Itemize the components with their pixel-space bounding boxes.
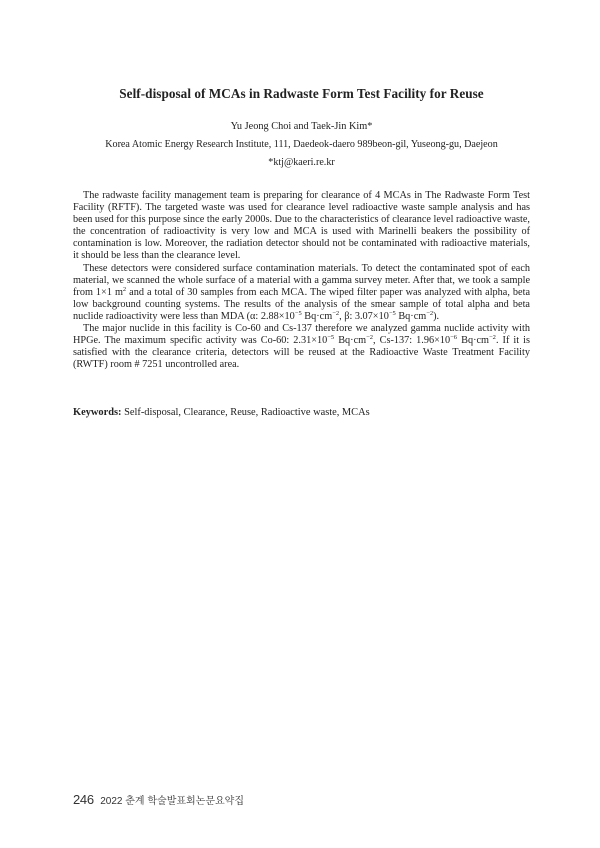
- email-line: *ktj@kaeri.re.kr: [268, 157, 335, 168]
- abstract-body: [73, 190, 530, 371]
- keywords-label: Keywords:: [73, 407, 122, 418]
- text-span: Bq·cm: [457, 335, 490, 347]
- paragraph-2: [73, 263, 530, 323]
- text-span: ).: [433, 310, 440, 322]
- page-footer: [73, 791, 244, 809]
- keywords-text: Self-disposal, Clearance, Reuse, Radioactive waste, MCAs: [121, 407, 370, 418]
- author-line: Yu Jeong Choi and Taek-Jin Kim*: [230, 121, 373, 132]
- superscript: −5: [388, 309, 396, 317]
- superscript: −2: [332, 309, 340, 317]
- text-span: and a total of 30 samples from each MCA. The wiped filter paper was analyzed with alpha, beta low background counting systems. The results of the analysis of the smear sample of total alpha and beta nuclide radioactivity were less than MDA (α: 2.88×10: [73, 286, 530, 322]
- text-span: Bq·cm: [334, 335, 367, 347]
- keywords-line: [73, 407, 530, 418]
- superscript: −2: [426, 309, 434, 317]
- text-span: Bq·cm: [301, 310, 333, 322]
- text-span: The major nuclide in this facility is Co-60 and Cs-137 therefore we analyzed gamma nuclide activity with HPGe. The maximum specific activity was Co-60: 2.31×10: [73, 323, 530, 347]
- superscript: −5: [294, 309, 302, 317]
- superscript: −6: [450, 334, 458, 342]
- paper-title: Self-disposal of MCAs in Radwaste Form Test Facility for Reuse: [119, 86, 484, 101]
- superscript: −5: [327, 334, 335, 342]
- superscript: 2: [122, 285, 127, 293]
- proceedings-title: 2022 춘계 학술발표회논문요약집: [100, 796, 244, 807]
- text-span: . If it is satisfied with the clearance criteria, detectors will be reused at the Radioactive Waste Treatment Facility (RWTF) room # 7251 uncontrolled area.: [73, 335, 530, 371]
- superscript: −2: [489, 334, 496, 342]
- page-number: 246: [73, 792, 94, 807]
- text-span: These detectors were considered surface contamination materials. To detect the contaminated spot of each material, we scanned the whole surface of a material with a gamma survey meter. After that, we took a sample from 1×1 m: [73, 262, 530, 298]
- text-span: , Cs-137: 1.96×10: [373, 335, 451, 347]
- superscript: −2: [366, 334, 374, 342]
- paragraph-3: [73, 323, 530, 371]
- text-span: , β: 3.07×10: [339, 310, 389, 322]
- text-span: Bq·cm: [395, 310, 427, 322]
- affiliation-line: Korea Atomic Energy Research Institute, 111, Daedeok-daero 989beon-gil, Yuseong-gu, Daejeon: [105, 139, 498, 150]
- paragraph-1: The radwaste facility management team is preparing for clearance of 4 MCAs in The Radwaste Form Test Facility (RFTF). The targeted waste was used for clearance level radioactive waste sample analysis and has been used for this purpose since the early 2000s. Due to the characteristics of clearance level radioactive waste, the concentration of radioactivity is very low and MCA is used with Marinelli beakers the possibility of contamination is low. Moreover, the radiation detector should not be contaminated with radioactive materials, it should be less than the clearance level.: [73, 190, 530, 262]
